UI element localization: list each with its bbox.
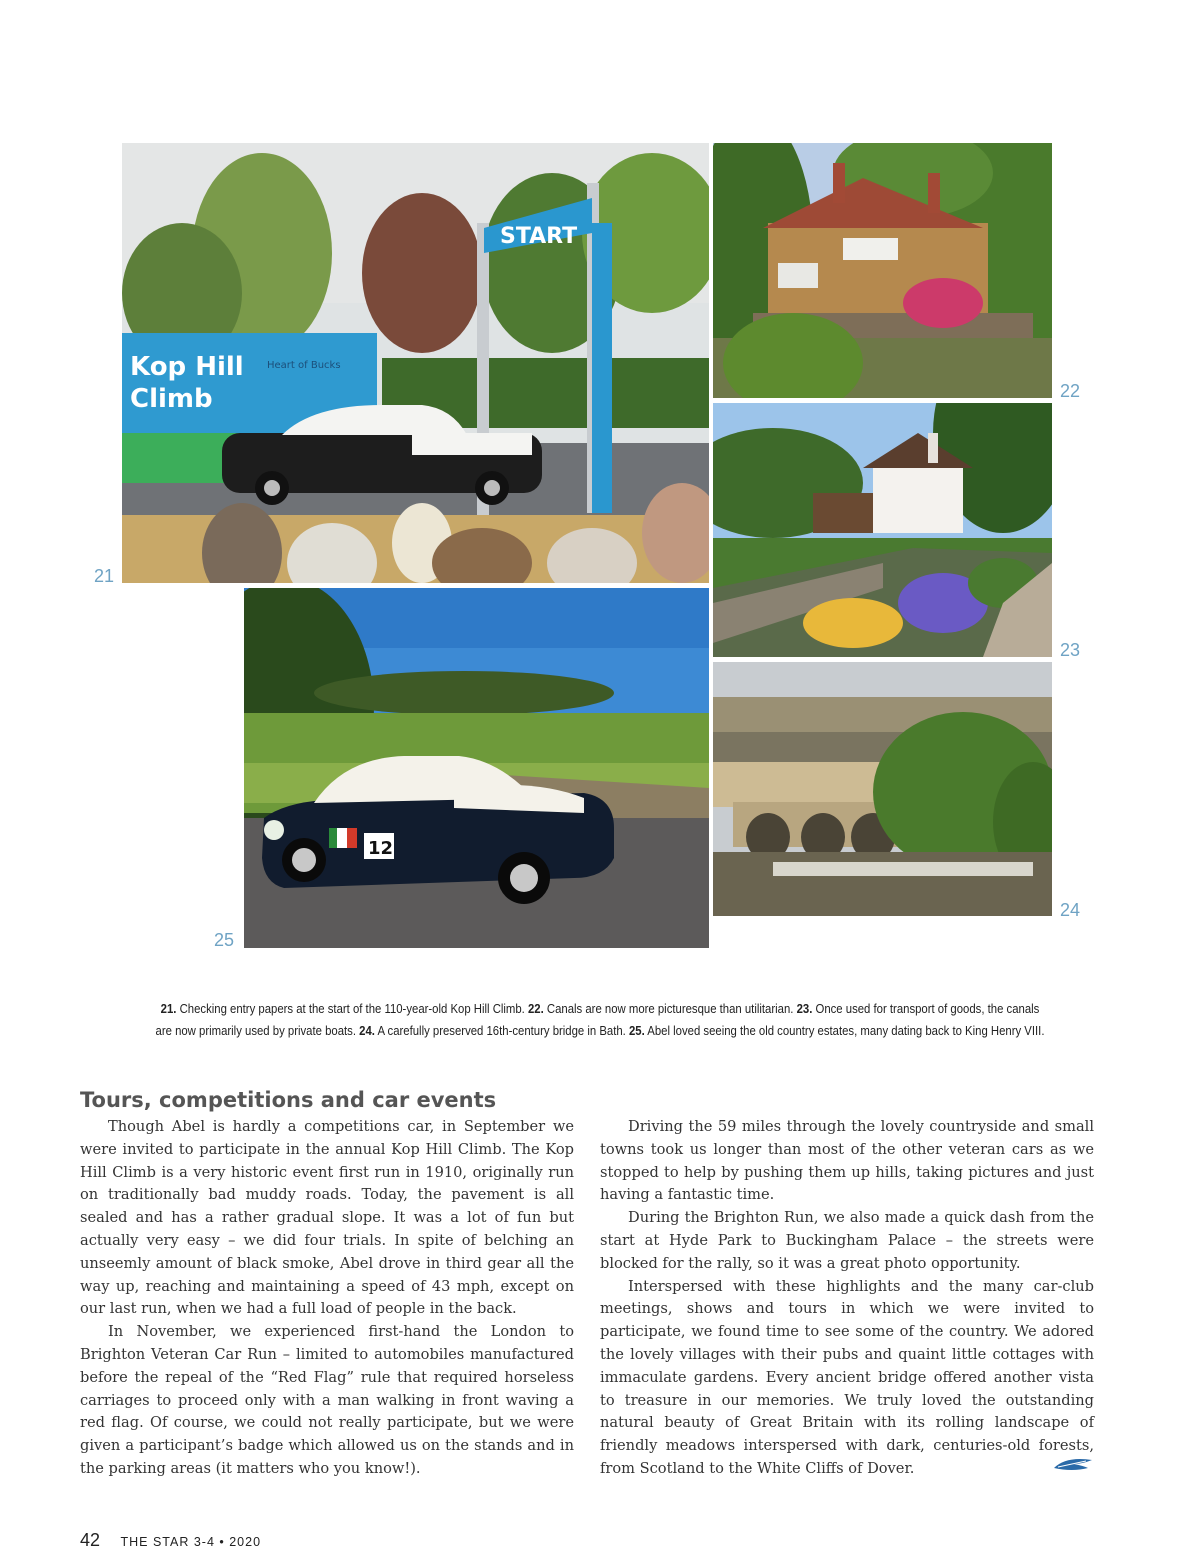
figure-number-25: 25 <box>214 930 235 950</box>
paragraph: Interspersed with these highlights and the many car-club meetings, shows and tours in which we were invited to participate, we found time to see some of the country. We adored the lovely villages with their pubs and quaint little cottages with immaculate gardens. Every ancient bridge offered another vista to treasure in our memories. We truly loved the outstanding natural beauty of Great Britain with its rolling landscape of friendly meadows interspersed with dark, centuries-old forests, from Scotland to the White Cliffs of Dover. <box>600 1277 1094 1477</box>
figure-number-23: 23 <box>1060 640 1081 660</box>
paragraph: Driving the 59 miles through the lovely countryside and small towns took us longer than most of the other veteran cars as we stopped to help by pushing them up hills, taking pictures and just having a fantastic time. <box>600 1118 1094 1204</box>
caption-text-23: Once used for transport of goods, the canals are now primarily used by private boats. <box>155 1001 1040 1038</box>
caption-text-25: Abel loved seeing the old country estates, many dating back to King Henry VIII. <box>647 1023 1045 1038</box>
photo-24-bath-bridge <box>713 662 1052 916</box>
caption-text-22: Canals are now more picturesque than utilitarian. <box>546 1001 794 1016</box>
page-footer <box>80 1530 261 1551</box>
figure-number-22: 22 <box>1060 381 1081 401</box>
paragraph: During the Brighton Run, we also made a quick dash from the start at Hyde Park to Buckingham Palace – the streets were blocked for the rally, so it was a great photo opportunity. <box>600 1209 1094 1272</box>
photo-25-country-estate-car <box>244 588 709 948</box>
article-column-left <box>80 1116 574 1481</box>
car-number: 12 <box>368 838 394 859</box>
figure-number-21: 21 <box>94 566 115 586</box>
caption-num-25: 25. <box>628 1023 645 1038</box>
page-number: 42 <box>80 1530 101 1550</box>
caption-num-24: 24. <box>359 1023 375 1038</box>
caption-text-21: Checking entry papers at the start of the 110-year-old Kop Hill Climb. <box>179 1001 525 1016</box>
feather-end-icon <box>1052 1452 1094 1474</box>
sign-sponsor: Heart of Bucks <box>267 360 341 371</box>
sign-line-2: Climb <box>130 384 213 414</box>
figure-captions <box>153 998 1047 1042</box>
photo-22-canal-house <box>713 143 1052 398</box>
caption-num-21: 21. <box>160 1001 177 1016</box>
caption-num-23: 23. <box>796 1001 813 1016</box>
figure-number-24: 24 <box>1060 900 1081 920</box>
magazine-name: THE STAR <box>120 1535 190 1549</box>
issue-info: 3-4 • 2020 <box>193 1535 262 1549</box>
article-column-right <box>600 1116 1094 1481</box>
photo-23-canal-lock <box>713 403 1052 657</box>
caption-num-22: 22. <box>527 1001 544 1016</box>
arch-start-text: START <box>500 224 578 249</box>
section-heading: Tours, competitions and car events <box>80 1088 497 1112</box>
caption-text-24: A carefully preserved 16th-century bridge in Bath. <box>377 1023 626 1038</box>
photo-21-kop-hill-climb <box>122 143 709 583</box>
sign-line-1: Kop Hill <box>130 352 244 382</box>
paragraph: Though Abel is hardly a competitions car, in September we were invited to participate in the annual Kop Hill Climb. The Kop Hill Climb is a very historic event first run in 1910, originally run on traditionally bad muddy roads. Today, the pavement is all sealed and has a rather gradual slope. It was a lot of fun but actually very easy – we did four trials. In spite of belching an unseemly amount of black smoke, Abel drove in third gear all the way up, reaching and maintaining a speed of 43 mph, except on our last run, when we had a full load of people in the back. <box>80 1118 574 1318</box>
paragraph: In November, we experienced first-hand the London to Brighton Veteran Car Run – limited to automobiles manufactured before the repeal of the “Red Flag” rule that required horseless carriages to proceed only with a man walking in front waving a red flag. Of course, we could not really participate, but we were given a participant’s badge which allowed us on the stands and in the parking areas (it matters who you know!). <box>80 1323 574 1477</box>
